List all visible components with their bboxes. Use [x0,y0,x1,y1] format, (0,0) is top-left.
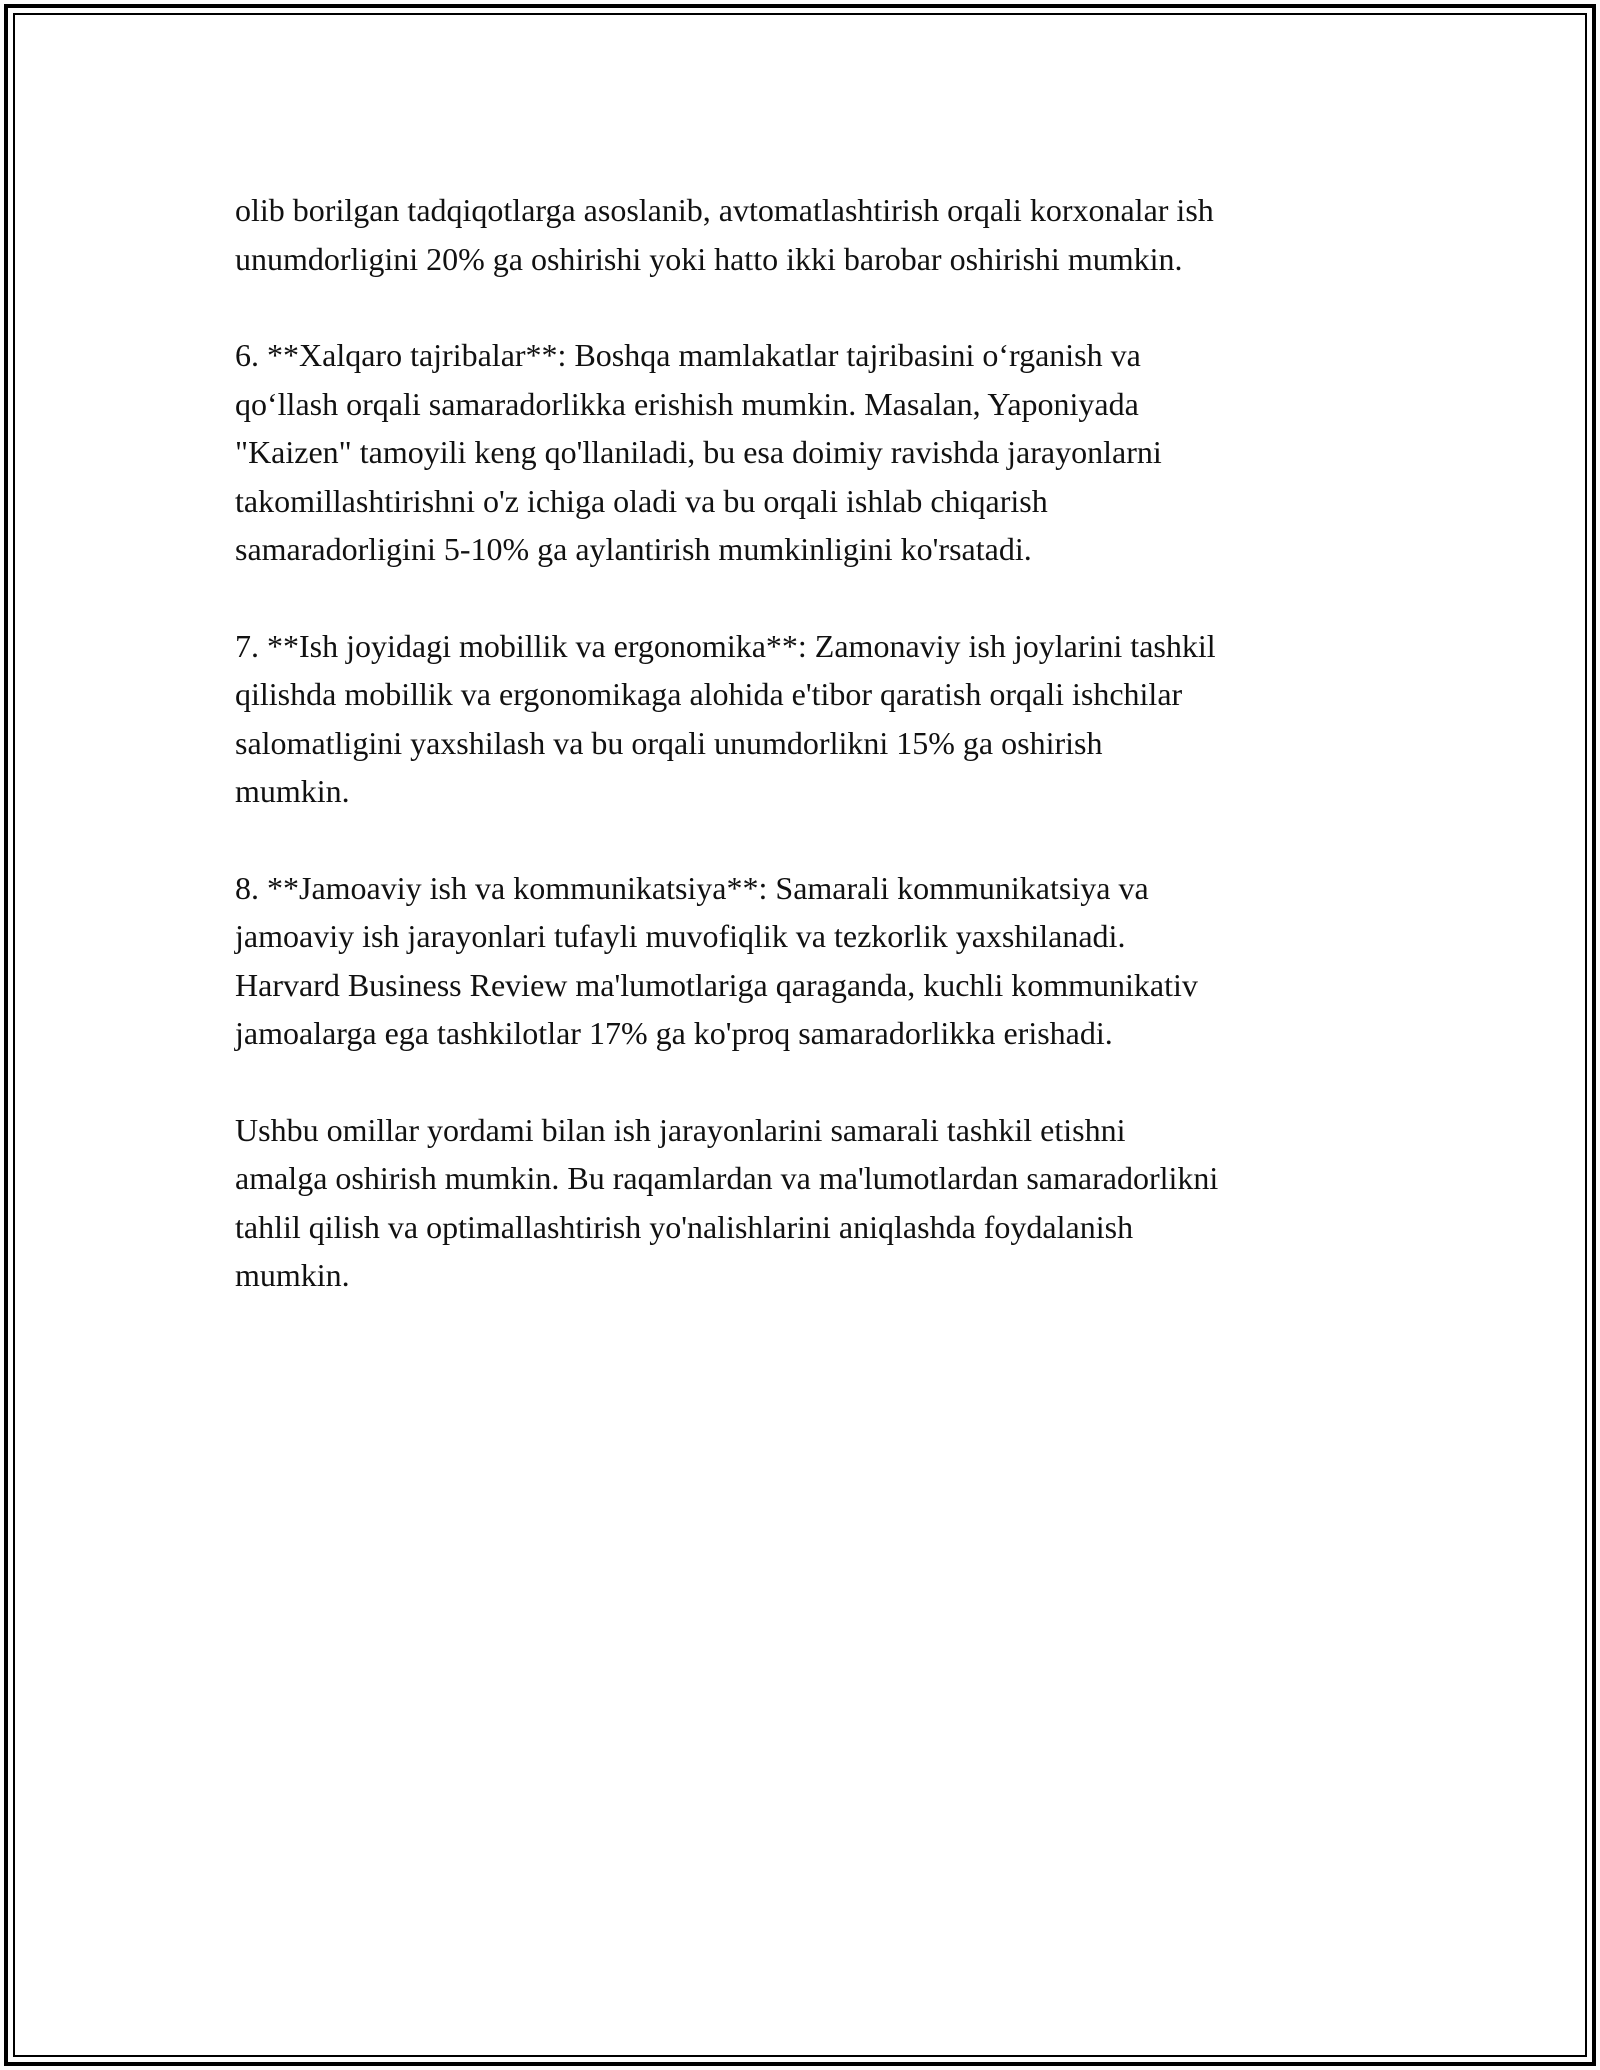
text-line: amalga oshirish mumkin. Bu raqamlardan va ma'lumotlardan samaradorlikni [235,1160,1219,1196]
text-line: samaradorligini 5-10% ga aylantirish mumkinligini ko'rsatadi. [235,531,1032,567]
paragraph-automation-continuation [235,186,1385,283]
text-line: Harvard Business Review ma'lumotlariga qaraganda, kuchli kommunikativ [235,966,1198,1003]
text-line: 6. **Xalqaro tajribalar**: Boshqa mamlakatlar tajribasini o‘rganish va [235,337,1141,373]
text-line: mumkin. [235,773,350,809]
text-line: 8. **Jamoaviy ish va kommunikatsiya**: Samarali kommunikatsiya va [235,869,1149,906]
text-line: qo‘llash orqali samaradorlikka erishish mumkin. Masalan, Yaponiyada [235,385,1139,422]
text-line: Ushbu omillar yordami bilan ish jarayonlarini samarali tashkil etishni [235,1111,1126,1148]
text-line: olib borilgan tadqiqotlarga asoslanib, avtomatlashtirish orqali korxonalar ish [235,192,1214,228]
paragraph-teamwork-communication [235,864,1385,1058]
text-line: jamoaviy ish jarayonlari tufayli muvofiqlik va tezkorlik yaxshilanadi. [235,918,1126,954]
document-body [235,186,1385,1348]
text-line: jamoalarga ega tashkilotlar 17% ga ko'proq samaradorlikka erishadi. [235,1015,1113,1051]
text-line: unumdorligini 20% ga oshirishi yoki hatto ikki barobar oshirishi mumkin. [235,240,1183,277]
paragraph-international-experience [235,331,1385,574]
text-line: takomillashtirishni o'z ichiga oladi va bu orqali ishlab chiqarish [235,482,1048,519]
paragraph-mobility-ergonomics [235,622,1385,816]
text-line: qilishda mobillik va ergonomikaga alohida e'tibor qaratish orqali ishchilar [235,676,1183,712]
paragraph-conclusion [235,1106,1385,1300]
text-line: "Kaizen" tamoyili keng qo'llaniladi, bu esa doimiy ravishda jarayonlarni [235,434,1162,470]
text-line: tahlil qilish va optimallashtirish yo'nalishlarini aniqlashda foydalanish [235,1208,1134,1245]
text-line: salomatligini yaxshilash va bu orqali unumdorlikni 15% ga oshirish [235,724,1103,761]
text-line: mumkin. [235,1257,350,1293]
text-line: 7. **Ish joyidagi mobillik va ergonomika**: Zamonaviy ish joylarini tashkil [235,627,1216,664]
